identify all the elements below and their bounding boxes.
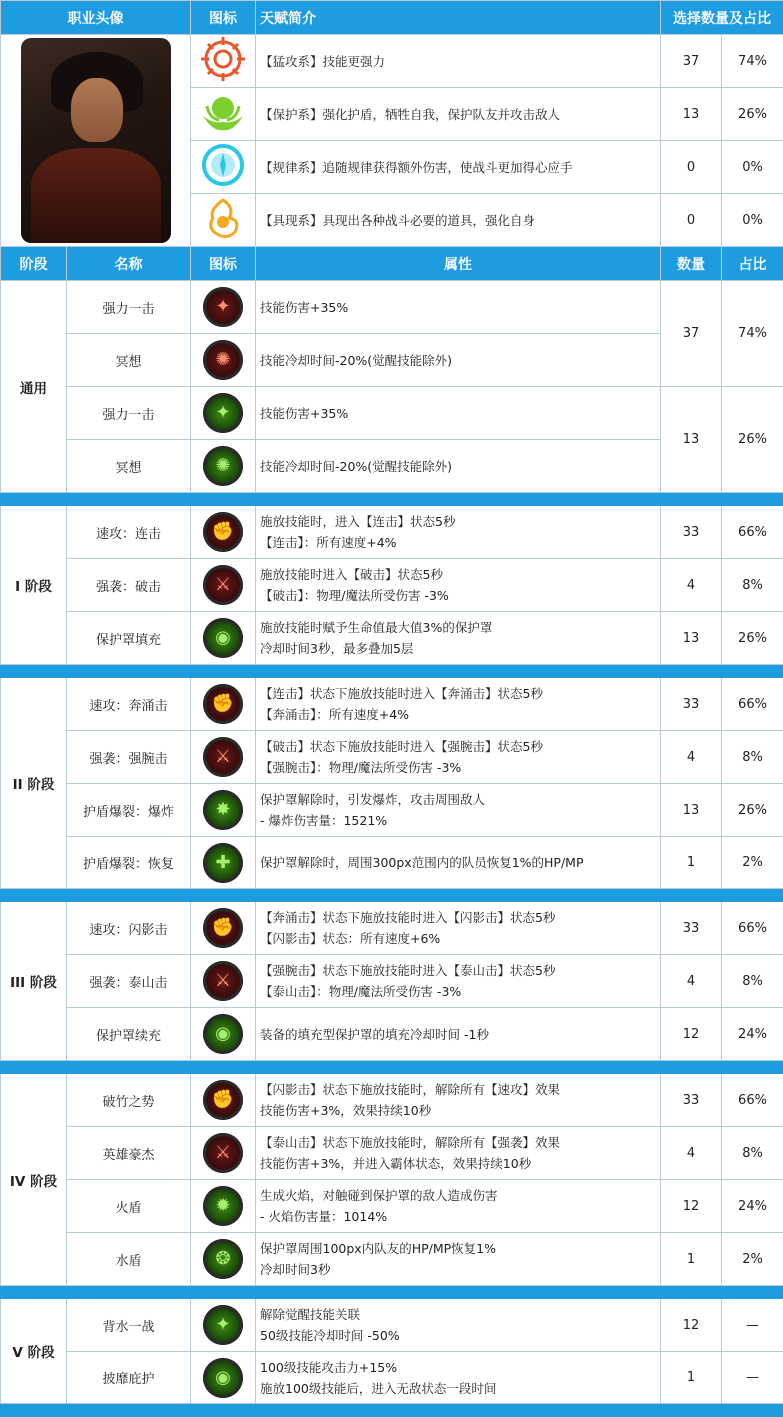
attribute-line: 100级技能攻击力+15% bbox=[260, 1359, 398, 1375]
flame-swirl-icon bbox=[199, 194, 247, 242]
skill-percent: 66% bbox=[722, 506, 783, 559]
skill-glyph: ✹ bbox=[215, 1195, 231, 1216]
skill-icon-header: 图标 bbox=[191, 247, 256, 281]
skill-count: 13 bbox=[661, 612, 722, 665]
red-skill-icon bbox=[203, 1133, 243, 1173]
stage-label: II 阶段 bbox=[1, 678, 67, 889]
talent-description: 【规律系】追随规律获得额外伤害，使战斗更加得心应手 bbox=[256, 141, 661, 194]
skill-name: 护盾爆裂：爆炸 bbox=[67, 784, 191, 837]
red-skill-icon bbox=[203, 684, 243, 724]
attribute-line: 冷却时间3秒，最多叠加5层 bbox=[260, 641, 414, 656]
attribute-line: 技能伤害+35% bbox=[260, 299, 349, 315]
skill-percent: — bbox=[722, 1352, 783, 1404]
skill-name: 保护罩填充 bbox=[67, 612, 191, 665]
attribute-line: 解除觉醒技能关联 bbox=[260, 1307, 361, 1322]
skill-count: 33 bbox=[661, 678, 722, 731]
portrait-cell bbox=[1, 35, 191, 247]
skill-glyph: ✊ bbox=[211, 917, 235, 938]
attribute-line: 技能冷却时间-20%(觉醒技能除外) bbox=[260, 458, 453, 474]
skill-name: 背水一战 bbox=[67, 1299, 191, 1352]
skill-percent: 74% bbox=[722, 281, 783, 387]
name-header: 名称 bbox=[67, 247, 191, 281]
skill-glyph: ✸ bbox=[215, 799, 231, 820]
skill-percent: 8% bbox=[722, 1127, 783, 1180]
skill-percent: 24% bbox=[722, 1008, 783, 1061]
attribute-line: 【泰山击】状态下施放技能时，解除所有【强袭】效果 bbox=[260, 1135, 561, 1150]
skill-percent: — bbox=[722, 1299, 783, 1352]
skill-icon-cell bbox=[191, 281, 256, 334]
count-header: 数量 bbox=[661, 247, 722, 281]
skill-glyph: ✦ bbox=[215, 1314, 231, 1335]
intro-header: 天赋简介 bbox=[256, 1, 661, 35]
red-skill-icon bbox=[203, 340, 243, 380]
skill-row bbox=[1, 506, 783, 559]
skill-icon-cell bbox=[191, 1233, 256, 1286]
attribute-line: 【泰山击】：物理/魔法所受伤害 -3% bbox=[260, 984, 462, 999]
skill-row bbox=[1, 837, 783, 889]
talent-header-row bbox=[1, 1, 783, 35]
skill-glyph: ⚔ bbox=[214, 1142, 232, 1163]
skill-attribute bbox=[256, 1180, 661, 1233]
talent-count: 13 bbox=[661, 88, 722, 141]
skill-icon-cell bbox=[191, 955, 256, 1008]
red-skill-icon bbox=[203, 512, 243, 552]
skill-attribute bbox=[256, 1352, 661, 1404]
attribute-line: 保护罩周围100px内队友的HP/MP恢复1% bbox=[260, 1241, 496, 1256]
attribute-line: 生成火焰，对触碰到保护罩的敌人造成伤害 bbox=[260, 1188, 498, 1203]
skill-percent: 66% bbox=[722, 1074, 783, 1127]
green-skill-icon bbox=[203, 1305, 243, 1345]
skill-percent: 8% bbox=[722, 955, 783, 1008]
talent-description: 【保护系】强化护盾，牺牲自我，保护队友并攻击敌人 bbox=[256, 88, 661, 141]
separator-bar bbox=[1, 1286, 783, 1299]
skill-row bbox=[1, 612, 783, 665]
skill-glyph: ◉ bbox=[215, 627, 231, 648]
skill-icon-cell bbox=[191, 387, 256, 440]
compass-ring-icon bbox=[199, 141, 247, 189]
skill-row bbox=[1, 1180, 783, 1233]
talent-count: 37 bbox=[661, 35, 722, 88]
skill-icon-cell bbox=[191, 1299, 256, 1352]
stage-label: 通用 bbox=[1, 281, 67, 493]
green-skill-icon bbox=[203, 843, 243, 883]
skill-attribute bbox=[256, 1299, 661, 1352]
attribute-line: 装备的填充型保护罩的填充冷却时间 -1秒 bbox=[260, 1026, 489, 1042]
skill-row bbox=[1, 1233, 783, 1286]
skill-glyph: ✚ bbox=[215, 851, 231, 873]
stage-header: 阶段 bbox=[1, 247, 67, 281]
attribute-line: 【破击】状态下施放技能时进入【强腕击】状态5秒 bbox=[260, 739, 543, 754]
skill-count: 37 bbox=[661, 281, 722, 387]
talent-percent: 0% bbox=[722, 194, 783, 247]
portrait-face bbox=[71, 78, 123, 142]
skill-row bbox=[1, 678, 783, 731]
skill-glyph: ❂ bbox=[215, 1248, 231, 1269]
talent-percent: 0% bbox=[722, 141, 783, 194]
skill-icon-cell bbox=[191, 506, 256, 559]
skill-name: 强袭：强腕击 bbox=[67, 731, 191, 784]
attribute-line: 【奔涌击】状态下施放技能时进入【闪影击】状态5秒 bbox=[260, 910, 556, 925]
red-skill-icon bbox=[203, 287, 243, 327]
attribute-line: 【强腕击】：物理/魔法所受伤害 -3% bbox=[260, 760, 462, 775]
attribute-line: 50级技能冷却时间 -50% bbox=[260, 1328, 400, 1343]
separator-bar bbox=[1, 1404, 783, 1417]
skill-glyph: ⚔ bbox=[214, 574, 232, 595]
skill-percent: 26% bbox=[722, 387, 783, 493]
stage-label: V 阶段 bbox=[1, 1299, 67, 1404]
attribute-line: 【闪影击】状态：所有速度+6% bbox=[260, 931, 441, 946]
skill-row bbox=[1, 281, 783, 334]
skill-attribute bbox=[256, 1233, 661, 1286]
skill-attribute bbox=[256, 506, 661, 559]
skill-name: 强力一击 bbox=[67, 281, 191, 334]
skill-row bbox=[1, 1074, 783, 1127]
red-skill-icon bbox=[203, 961, 243, 1001]
attribute-line: 【连击】：所有速度+4% bbox=[260, 535, 397, 550]
skill-percent: 26% bbox=[722, 612, 783, 665]
attribute-line: 技能伤害+35% bbox=[260, 405, 349, 421]
stage-label: III 阶段 bbox=[1, 902, 67, 1061]
skill-icon-cell bbox=[191, 1352, 256, 1404]
stage-separator bbox=[1, 493, 783, 506]
attribute-line: - 爆炸伤害量：1521% bbox=[260, 813, 388, 828]
skill-icon-cell bbox=[191, 837, 256, 889]
skill-icon-cell bbox=[191, 1180, 256, 1233]
class-portrait-image bbox=[21, 38, 171, 243]
stage-label: I 阶段 bbox=[1, 506, 67, 665]
skill-icon-cell bbox=[191, 902, 256, 955]
skill-count: 12 bbox=[661, 1008, 722, 1061]
skill-row bbox=[1, 559, 783, 612]
skill-row bbox=[1, 902, 783, 955]
attribute-line: 技能伤害+3%，并进入霸体状态，效果持续10秒 bbox=[260, 1156, 532, 1171]
skill-count: 4 bbox=[661, 955, 722, 1008]
talent-percent: 26% bbox=[722, 88, 783, 141]
skill-attribute bbox=[256, 334, 661, 387]
portrait-header: 职业头像 bbox=[1, 1, 191, 35]
attribute-line: 【奔涌击】：所有速度+4% bbox=[260, 707, 410, 722]
talent-count: 0 bbox=[661, 141, 722, 194]
skill-percent: 2% bbox=[722, 837, 783, 889]
skill-attribute bbox=[256, 955, 661, 1008]
skill-percent: 66% bbox=[722, 678, 783, 731]
skill-attribute bbox=[256, 1074, 661, 1127]
talent-percent: 74% bbox=[722, 35, 783, 88]
skill-count: 4 bbox=[661, 731, 722, 784]
skill-count: 1 bbox=[661, 1233, 722, 1286]
red-skill-icon bbox=[203, 908, 243, 948]
skill-glyph: ⚔ bbox=[214, 970, 232, 991]
skill-glyph: ✊ bbox=[211, 1089, 235, 1110]
talent-count: 0 bbox=[661, 194, 722, 247]
attribute-line: 技能伤害+3%，效果持续10秒 bbox=[260, 1103, 432, 1118]
skill-glyph: ◉ bbox=[215, 1366, 231, 1388]
attribute-line: 【强腕击】状态下施放技能时进入【泰山击】状态5秒 bbox=[260, 963, 556, 978]
skill-glyph: ⚔ bbox=[214, 746, 232, 767]
talent-icon-cell bbox=[191, 35, 256, 88]
skill-name: 披靡庇护 bbox=[67, 1352, 191, 1404]
skill-attribute bbox=[256, 902, 661, 955]
attribute-header: 属性 bbox=[256, 247, 661, 281]
green-skill-icon bbox=[203, 393, 243, 433]
red-skill-icon bbox=[203, 737, 243, 777]
percent-header: 占比 bbox=[722, 247, 783, 281]
attribute-line: - 火焰伤害量：1014% bbox=[260, 1209, 388, 1224]
skill-attribute bbox=[256, 387, 661, 440]
skill-attribute bbox=[256, 837, 661, 889]
attribute-line: 【破击】：物理/魔法所受伤害 -3% bbox=[260, 588, 449, 603]
skill-count: 12 bbox=[661, 1299, 722, 1352]
skill-row bbox=[1, 1008, 783, 1061]
skill-name: 保护罩续充 bbox=[67, 1008, 191, 1061]
green-skill-icon bbox=[203, 1239, 243, 1279]
skill-icon-cell bbox=[191, 731, 256, 784]
skill-name: 速攻：连击 bbox=[67, 506, 191, 559]
leaf-shield-icon bbox=[199, 88, 247, 136]
skill-row bbox=[1, 1127, 783, 1180]
sun-gear-icon bbox=[199, 35, 247, 83]
attribute-line: 保护罩解除时，引发爆炸，攻击周围敌人 bbox=[260, 792, 486, 807]
stage-separator bbox=[1, 889, 783, 902]
skill-name: 速攻：奔涌击 bbox=[67, 678, 191, 731]
attribute-line: 施放100级技能后，进入无敌状态一段时间 bbox=[260, 1380, 497, 1396]
skill-glyph: ✦ bbox=[215, 296, 231, 317]
skill-percent: 66% bbox=[722, 902, 783, 955]
skill-attribute bbox=[256, 1008, 661, 1061]
skill-count: 4 bbox=[661, 1127, 722, 1180]
skill-attribute bbox=[256, 678, 661, 731]
separator-bar bbox=[1, 493, 783, 506]
skill-icon-cell bbox=[191, 784, 256, 837]
skill-header-row bbox=[1, 247, 783, 281]
skill-name: 速攻：闪影击 bbox=[67, 902, 191, 955]
skill-row bbox=[1, 1352, 783, 1404]
skill-icon-cell bbox=[191, 612, 256, 665]
skill-count: 4 bbox=[661, 559, 722, 612]
skill-count: 13 bbox=[661, 387, 722, 493]
skill-percent: 8% bbox=[722, 731, 783, 784]
skill-count: 33 bbox=[661, 506, 722, 559]
skill-icon-cell bbox=[191, 334, 256, 387]
skill-count: 1 bbox=[661, 1352, 722, 1404]
skill-icon-cell bbox=[191, 440, 256, 493]
skill-percent: 24% bbox=[722, 1180, 783, 1233]
separator-bar bbox=[1, 1061, 783, 1074]
separator-bar bbox=[1, 889, 783, 902]
skill-name: 火盾 bbox=[67, 1180, 191, 1233]
green-skill-icon bbox=[203, 1014, 243, 1054]
skill-glyph: ◉ bbox=[215, 1023, 231, 1044]
green-skill-icon bbox=[203, 446, 243, 486]
green-skill-icon bbox=[203, 790, 243, 830]
green-skill-icon bbox=[203, 1358, 243, 1398]
talent-description: 【具现系】具现出各种战斗必要的道具，强化自身 bbox=[256, 194, 661, 247]
skill-name: 强袭：破击 bbox=[67, 559, 191, 612]
skill-count: 12 bbox=[661, 1180, 722, 1233]
stage-label: IV 阶段 bbox=[1, 1074, 67, 1286]
skill-attribute bbox=[256, 440, 661, 493]
skill-icon-cell bbox=[191, 1008, 256, 1061]
red-skill-icon bbox=[203, 1080, 243, 1120]
attribute-line: 冷却时间3秒 bbox=[260, 1262, 331, 1277]
talent-row bbox=[1, 35, 783, 88]
skill-name: 护盾爆裂：恢复 bbox=[67, 837, 191, 889]
skill-percent: 2% bbox=[722, 1233, 783, 1286]
skill-percent: 8% bbox=[722, 559, 783, 612]
red-skill-icon bbox=[203, 565, 243, 605]
icon-header: 图标 bbox=[191, 1, 256, 35]
skill-attribute bbox=[256, 1127, 661, 1180]
skill-icon-cell bbox=[191, 1074, 256, 1127]
attribute-line: 施放技能时进入【破击】状态5秒 bbox=[260, 567, 443, 582]
skill-row bbox=[1, 955, 783, 1008]
stage-separator bbox=[1, 1404, 783, 1417]
skill-percent: 26% bbox=[722, 784, 783, 837]
skill-attribute bbox=[256, 731, 661, 784]
skill-count: 1 bbox=[661, 837, 722, 889]
skill-count: 13 bbox=[661, 784, 722, 837]
skill-name: 冥想 bbox=[67, 440, 191, 493]
skill-attribute bbox=[256, 784, 661, 837]
skill-name: 强力一击 bbox=[67, 387, 191, 440]
skill-glyph: ✊ bbox=[211, 521, 235, 542]
stage-separator bbox=[1, 1061, 783, 1074]
portrait-armor bbox=[31, 148, 161, 243]
skill-name: 英雄豪杰 bbox=[67, 1127, 191, 1180]
skill-icon-cell bbox=[191, 559, 256, 612]
separator-bar bbox=[1, 665, 783, 678]
skill-glyph: ✊ bbox=[211, 693, 235, 714]
skill-icon-cell bbox=[191, 678, 256, 731]
attribute-line: 施放技能时赋予生命值最大值3%的保护罩 bbox=[260, 620, 493, 635]
count-share-header: 选择数量及占比 bbox=[661, 1, 783, 35]
skill-name: 水盾 bbox=[67, 1233, 191, 1286]
skill-row bbox=[1, 387, 783, 440]
skill-row bbox=[1, 1299, 783, 1352]
skill-glyph: ✺ bbox=[215, 455, 231, 476]
skill-name: 强袭：泰山击 bbox=[67, 955, 191, 1008]
stage-separator bbox=[1, 1286, 783, 1299]
skill-attribute bbox=[256, 281, 661, 334]
skill-glyph: ✺ bbox=[215, 349, 231, 370]
attribute-line: 施放技能时，进入【连击】状态5秒 bbox=[260, 514, 456, 529]
attribute-line: 技能冷却时间-20%(觉醒技能除外) bbox=[260, 352, 453, 368]
attribute-line: 【闪影击】状态下施放技能时，解除所有【速攻】效果 bbox=[260, 1082, 561, 1097]
stage-separator bbox=[1, 665, 783, 678]
green-skill-icon bbox=[203, 1186, 243, 1226]
skill-glyph: ✦ bbox=[215, 402, 231, 423]
talent-icon-cell bbox=[191, 141, 256, 194]
skill-name: 破竹之势 bbox=[67, 1074, 191, 1127]
skill-attribute bbox=[256, 612, 661, 665]
talent-description: 【猛攻系】技能更强力 bbox=[256, 35, 661, 88]
skill-row bbox=[1, 731, 783, 784]
skill-attribute bbox=[256, 559, 661, 612]
skill-count: 33 bbox=[661, 1074, 722, 1127]
attribute-line: 【连击】状态下施放技能时进入【奔涌击】状态5秒 bbox=[260, 686, 543, 701]
skill-count: 33 bbox=[661, 902, 722, 955]
green-skill-icon bbox=[203, 618, 243, 658]
skill-name: 冥想 bbox=[67, 334, 191, 387]
attribute-line: 保护罩解除时，周围300px范围内的队员恢复1%的HP/MP bbox=[260, 855, 584, 870]
skill-icon-cell bbox=[191, 1127, 256, 1180]
skill-row bbox=[1, 784, 783, 837]
talent-icon-cell bbox=[191, 88, 256, 141]
talent-icon-cell bbox=[191, 194, 256, 247]
